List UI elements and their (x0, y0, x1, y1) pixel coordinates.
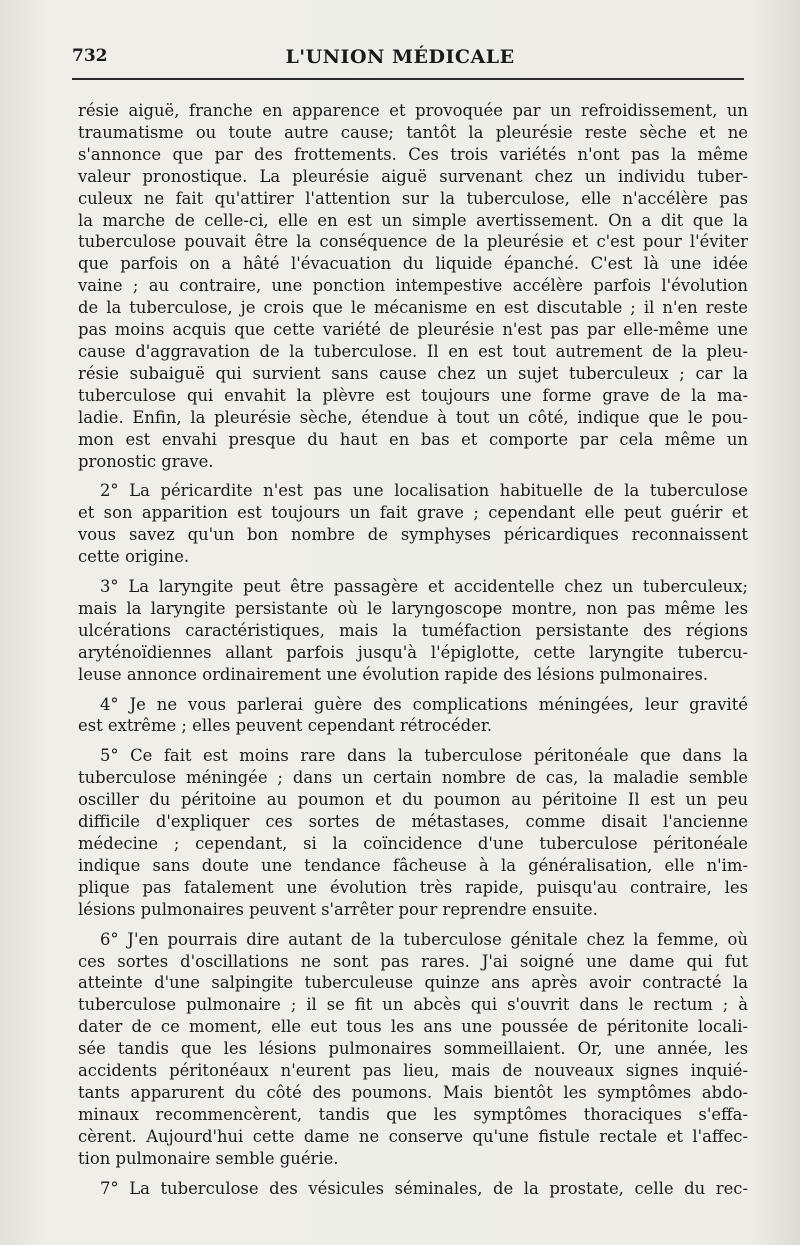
text-line: 6° J'en pourrais dire autant de la tuberculose génitale chez la femme, où (100, 929, 748, 949)
text-line: ces sortes d'oscillations ne sont pas rares. J'ai soigné une dame qui fut (78, 951, 748, 971)
text-line: tuberculose pulmonaire ; il se fit un abcès qui s'ouvrit dans le rectum ; à (78, 995, 748, 1015)
text-line: mon est envahi presque du haut en bas et comporte par cela même un (78, 429, 748, 449)
text-line: tuberculose qui envahit la plèvre est toujours une forme grave de la ma- (78, 385, 748, 405)
paragraph (78, 929, 748, 1170)
article-body (78, 100, 748, 1208)
text-line: cause d'aggravation de la tuberculose. Il en est tout autrement de la pleu- (78, 341, 748, 361)
text-line: traumatisme ou toute autre cause; tantôt la pleurésie reste sèche et ne (78, 122, 748, 142)
text-line: dater de ce moment, elle eut tous les ans une poussée de péritonite locali- (78, 1017, 748, 1037)
text-line: osciller du péritoine au poumon et du poumon au péritoine Il est un peu (78, 790, 748, 810)
text-line: leuse annonce ordinairement une évolution rapide des lésions pulmonaires. (78, 664, 709, 684)
paragraph (78, 694, 748, 738)
text-line: lésions pulmonaires peuvent s'arrêter pour reprendre ensuite. (78, 899, 598, 919)
paragraph (78, 576, 748, 686)
text-line: difficile d'expliquer ces sortes de métastases, comme disait l'ancienne (78, 812, 748, 832)
text-line: pronostic grave. (78, 451, 214, 471)
text-line: valeur pronostique. La pleurésie aiguë survenant chez un individu tuber- (78, 166, 748, 186)
text-line: mais la laryngite persistante où le laryngoscope montre, non pas même les (78, 598, 748, 618)
text-line: tuberculose pouvait être la conséquence de la pleurésie et c'est pour l'éviter (78, 232, 748, 252)
text-line: vous savez qu'un bon nombre de symphyses péricardiques reconnaissent (78, 525, 748, 545)
text-line: résie subaiguë qui survient sans cause chez un sujet tuberculeux ; car la (78, 363, 748, 383)
paragraph (78, 480, 748, 568)
text-line: atteinte d'une salpingite tuberculeuse quinze ans après avoir contracté la (78, 973, 748, 993)
text-line: minaux recommencèrent, tandis que les symptômes thoraciques s'effa- (78, 1104, 748, 1124)
text-line: aryténoïdiennes allant parfois jusqu'à l'épiglotte, cette laryngite tubercu- (78, 642, 748, 662)
text-line: plique pas fatalement une évolution très rapide, puisqu'au contraire, les (78, 877, 748, 897)
header-rule (72, 78, 744, 80)
page-header (60, 46, 740, 74)
paragraph (78, 1178, 748, 1200)
text-line: pas moins acquis que cette variété de pleurésie n'est pas par elle-même une (78, 320, 748, 340)
text-line: médecine ; cependant, si la coïncidence d'une tuberculose péritonéale (78, 834, 748, 853)
text-line: cette origine. (78, 547, 190, 567)
text-line: ladie. Enfin, la pleurésie sèche, étendue à tout un côté, indique que le pou- (78, 407, 748, 427)
text-line: tants apparurent du côté des poumons. Mais bientôt les symptômes abdo- (78, 1082, 748, 1102)
text-line: 3° La laryngite peut être passagère et accidentelle chez un tuberculeux; (100, 577, 748, 597)
text-line: culeux ne fait qu'attirer l'attention sur la tuberculose, elle n'accélère pas (78, 188, 748, 208)
text-line: cèrent. Aujourd'hui cette dame ne conserve qu'une fistule rectale et l'affec- (78, 1126, 748, 1146)
text-line: 7° La tuberculose des vésicules séminales, de la prostate, celle du rec- (100, 1178, 748, 1198)
text-line: tuberculose méningée ; dans un certain nombre de cas, la maladie semble (78, 768, 748, 788)
text-line: que parfois on a hâté l'évacuation du liquide épanché. C'est là une idée (78, 254, 748, 274)
paragraph (78, 745, 748, 920)
text-line: accidents péritonéaux n'eurent pas lieu, mais de nouveaux signes inquié- (78, 1061, 748, 1081)
running-title: L'UNION MÉDICALE (285, 46, 515, 68)
text-line: 2° La péricardite n'est pas une localisation habituelle de la tuberculose (100, 481, 748, 501)
text-line: est extrême ; elles peuvent cependant rétrocéder. (78, 716, 493, 736)
text-line: tion pulmonaire semble guérie. (78, 1148, 339, 1168)
text-line: ulcérations caractéristiques, mais la tuméfaction persistante des régions (78, 620, 748, 640)
paragraph (78, 100, 748, 472)
text-line: de la tuberculose, je crois que le mécanisme en est discutable ; il n'en reste (78, 298, 748, 318)
text-line: et son apparition est toujours un fait grave ; cependant elle peut guérir et (78, 503, 748, 523)
text-line: s'annonce que par des frottements. Ces trois variétés n'ont pas la même (78, 144, 748, 164)
text-line: indique sans doute une tendance fâcheuse à la généralisation, elle n'im- (78, 855, 748, 875)
text-line: sée tandis que les lésions pulmonaires sommeillaient. Or, une année, les (78, 1039, 748, 1059)
text-line: la marche de celle-ci, elle en est un simple avertissement. On a dit que la (78, 210, 748, 230)
text-line: 5° Ce fait est moins rare dans la tuberculose péritonéale que dans la (100, 746, 748, 766)
page-number: 732 (72, 46, 108, 66)
text-line: résie aiguë, franche en apparence et provoquée par un refroidissement, un (78, 101, 748, 120)
text-line: vaine ; au contraire, une ponction intempestive accélère parfois l'évolution (78, 276, 748, 296)
text-line: 4° Je ne vous parlerai guère des complications méningées, leur gravité (100, 694, 748, 714)
